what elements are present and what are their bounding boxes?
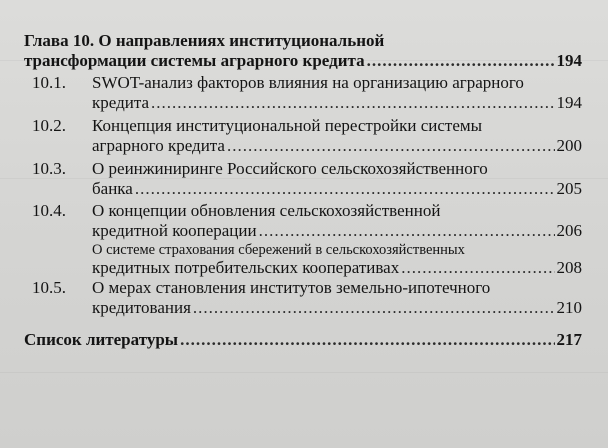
chapter-page-number: 194 [556, 51, 582, 70]
chapter-title-line1: Глава 10. О направлениях институциональной [24, 31, 385, 50]
section-title-line1: О реинжиниринге Российского сельскохозяйственного [92, 159, 488, 178]
references-entry[interactable] [24, 330, 582, 350]
section-title-line2: кредитования [92, 298, 191, 317]
subsection-title-line1: О системе страхования сбережений в сельскохозяйственных [92, 242, 465, 258]
leader-dots [401, 258, 554, 278]
section-entry-10-5[interactable] [92, 298, 582, 318]
references-page-number: 217 [556, 330, 582, 349]
section-entry-10-4[interactable] [92, 221, 582, 241]
leader-dots [151, 93, 554, 113]
leader-dots [259, 221, 555, 241]
leader-dots [180, 330, 554, 350]
section-number: 10.2. [32, 116, 66, 135]
chapter-title-text: трансформации системы аграрного кредита [24, 51, 365, 70]
section-title-line1: О мерах становления институтов земельно-ипотечного [92, 278, 491, 297]
section-title-line1: Концепция институциональной перестройки системы [92, 116, 483, 135]
section-entry-10-2[interactable] [92, 136, 582, 156]
section-entry-10-1[interactable] [92, 93, 582, 113]
section-page-number: 200 [556, 136, 582, 155]
section-number: 10.1. [32, 73, 66, 92]
section-number: 10.5. [32, 278, 66, 297]
section-title-line2: кредита [92, 93, 150, 112]
leader-dots [135, 179, 555, 199]
section-number: 10.4. [32, 201, 66, 220]
leader-dots [367, 51, 555, 71]
section-title-line2: аграрного кредита [92, 136, 225, 155]
section-page-number: 206 [556, 221, 582, 240]
section-title-line2: кредитной кооперации [92, 221, 257, 240]
bleed-through-line [0, 372, 608, 373]
section-title-line1: О концепции обновления сельскохозяйственной [92, 201, 441, 220]
section-page-number: 205 [556, 179, 582, 198]
subsection-page-number: 208 [556, 258, 582, 277]
section-page-number: 194 [556, 93, 582, 112]
subsection-title-line2: кредитных потребительских кооперативах [92, 258, 400, 277]
section-entry-10-3[interactable] [92, 179, 582, 199]
subsection-entry[interactable] [92, 258, 582, 278]
section-page-number: 210 [556, 298, 582, 317]
references-title: Список литературы [24, 330, 179, 349]
section-title-line2: банка [92, 179, 133, 198]
leader-dots [227, 136, 555, 156]
chapter-title-line2[interactable] [24, 51, 582, 71]
section-title-line1: SWOT-анализ факторов влияния на организацию аграрного [92, 73, 524, 92]
section-number: 10.3. [32, 159, 66, 178]
leader-dots [193, 298, 555, 318]
